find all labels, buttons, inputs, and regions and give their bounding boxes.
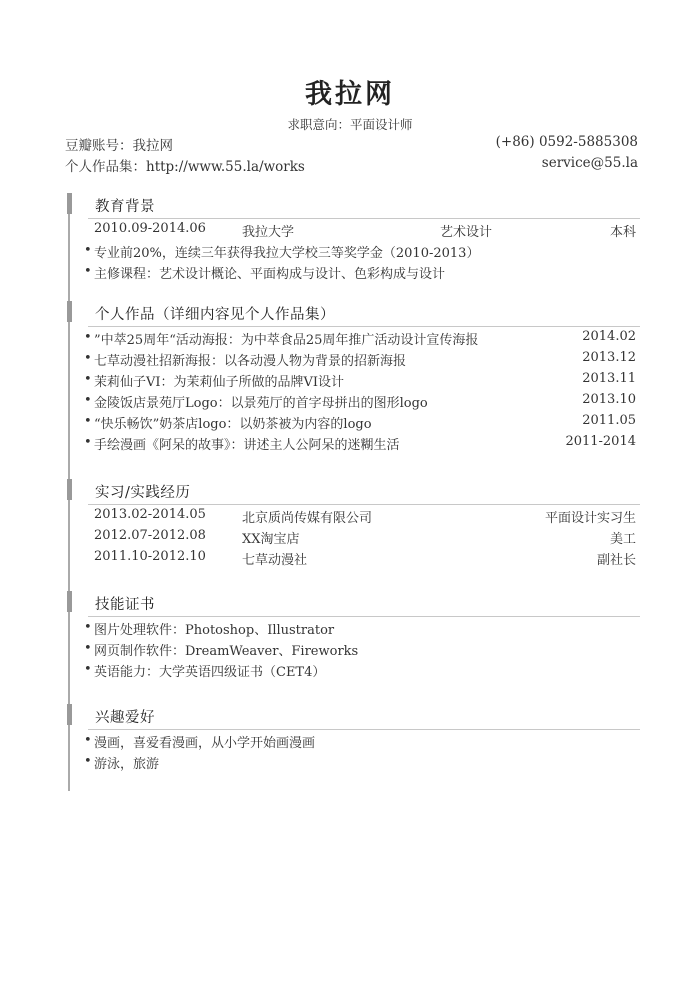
bullet-icon: • bbox=[84, 393, 92, 408]
work-date: 2013.12 bbox=[582, 350, 636, 365]
list-item bbox=[68, 753, 640, 774]
section-title: 教育背景 bbox=[95, 199, 155, 215]
resume-name: 我拉网 bbox=[305, 79, 395, 110]
douban-account: 豆瓣账号：我拉网 bbox=[65, 138, 173, 154]
bullet-icon: • bbox=[84, 662, 92, 677]
section-marker bbox=[67, 591, 72, 612]
education-period: 2010.09-2014.06 bbox=[94, 221, 206, 236]
phone-number: (+86) 0592-5885308 bbox=[495, 134, 638, 150]
section-title: 兴趣爱好 bbox=[95, 710, 155, 726]
skill-text: 英语能力：大学英语四级证书（CET4） bbox=[94, 665, 326, 680]
work-description: 七草动漫社招新海报：以各动漫人物为背景的招新海报 bbox=[94, 354, 407, 369]
education-major: 艺术设计 bbox=[440, 225, 493, 240]
bullet-icon: • bbox=[84, 243, 92, 258]
skill-text: 图片处理软件：Photoshop、Illustrator bbox=[94, 623, 335, 638]
hobby-text: 漫画，喜爱看漫画，从小学开始画漫画 bbox=[94, 736, 316, 751]
section-header bbox=[68, 193, 640, 219]
email-address[interactable]: service@55.la bbox=[541, 155, 638, 171]
list-item-text: 主修课程：艺术设计概论、平面构成与设计、色彩构成与设计 bbox=[94, 267, 446, 282]
works-section bbox=[68, 301, 640, 455]
experience-period: 2011.10-2012.10 bbox=[94, 549, 206, 564]
experience-row bbox=[68, 549, 640, 570]
experience-period: 2013.02-2014.05 bbox=[94, 507, 206, 522]
experience-role: 副社长 bbox=[596, 553, 636, 568]
experience-org: 北京质尚传媒有限公司 bbox=[242, 511, 373, 526]
bullet-icon: • bbox=[84, 330, 92, 345]
work-date: 2013.10 bbox=[582, 392, 636, 407]
list-item bbox=[68, 619, 640, 640]
skills-section bbox=[68, 591, 640, 682]
section-marker bbox=[67, 301, 72, 322]
list-item bbox=[68, 350, 640, 371]
hobby-text: 游泳，旅游 bbox=[94, 757, 160, 772]
work-description: 手绘漫画《阿呆的故事》：讲述主人公阿呆的迷糊生活 bbox=[94, 438, 400, 453]
list-item bbox=[68, 392, 640, 413]
bullet-icon: • bbox=[84, 351, 92, 366]
list-item bbox=[68, 413, 640, 434]
work-date: 2011-2014 bbox=[565, 434, 636, 449]
list-item bbox=[68, 640, 640, 661]
internship-section bbox=[68, 479, 640, 570]
section-header bbox=[68, 704, 640, 730]
education-degree: 本科 bbox=[609, 225, 636, 240]
bullet-icon: • bbox=[84, 435, 92, 450]
experience-org: 七草动漫社 bbox=[242, 553, 308, 568]
education-section bbox=[68, 193, 640, 284]
work-date: 2014.02 bbox=[582, 329, 636, 344]
section-marker bbox=[67, 704, 72, 725]
portfolio-link[interactable]: 个人作品集：http://www.55.la/works bbox=[65, 159, 305, 175]
work-description: ”中萃25周年“活动海报：为中萃食品25周年推广活动设计宣传海报 bbox=[94, 333, 479, 348]
hobbies-section bbox=[68, 704, 640, 774]
experience-role: 美工 bbox=[609, 532, 636, 547]
bullet-icon: • bbox=[84, 754, 92, 769]
bullet-icon: • bbox=[84, 372, 92, 387]
bullet-icon: • bbox=[84, 264, 92, 279]
experience-period: 2012.07-2012.08 bbox=[94, 528, 206, 543]
section-header bbox=[68, 301, 640, 327]
section-title: 实习/实践经历 bbox=[95, 485, 191, 501]
work-date: 2013.11 bbox=[582, 371, 636, 386]
list-item bbox=[68, 329, 640, 350]
list-item bbox=[68, 263, 640, 284]
list-item bbox=[68, 661, 640, 682]
skill-text: 网页制作软件：DreamWeaver、Fireworks bbox=[94, 644, 359, 659]
education-school: 我拉大学 bbox=[242, 225, 295, 240]
section-marker bbox=[67, 193, 72, 214]
bullet-icon: • bbox=[84, 641, 92, 656]
section-title: 技能证书 bbox=[95, 597, 155, 613]
experience-role: 平面设计实习生 bbox=[544, 511, 636, 526]
list-item-text: 专业前20%，连续三年获得我拉大学校三等奖学金（2010-2013） bbox=[94, 246, 480, 261]
experience-row bbox=[68, 528, 640, 549]
education-row bbox=[68, 221, 640, 242]
work-description: 金陵饭店景苑厅Logo：以景苑厅的首字母拼出的图形logo bbox=[94, 396, 428, 411]
list-item bbox=[68, 242, 640, 263]
experience-org: XX淘宝店 bbox=[242, 532, 300, 547]
section-header bbox=[68, 591, 640, 617]
list-item bbox=[68, 434, 640, 455]
section-header bbox=[68, 479, 640, 505]
bullet-icon: • bbox=[84, 414, 92, 429]
job-objective: 求职意向：平面设计师 bbox=[287, 117, 413, 132]
bullet-icon: • bbox=[84, 733, 92, 748]
experience-row bbox=[68, 507, 640, 528]
list-item bbox=[68, 371, 640, 392]
work-date: 2011.05 bbox=[582, 413, 636, 428]
work-description: “快乐畅饮”奶茶店logo：以奶茶被为内容的logo bbox=[94, 417, 372, 432]
work-description: 茉莉仙子VI：为茉莉仙子所做的品牌VI设计 bbox=[94, 375, 345, 390]
section-marker bbox=[67, 479, 72, 500]
bullet-icon: • bbox=[84, 620, 92, 635]
section-title: 个人作品（详细内容见个人作品集） bbox=[95, 307, 335, 323]
list-item bbox=[68, 732, 640, 753]
